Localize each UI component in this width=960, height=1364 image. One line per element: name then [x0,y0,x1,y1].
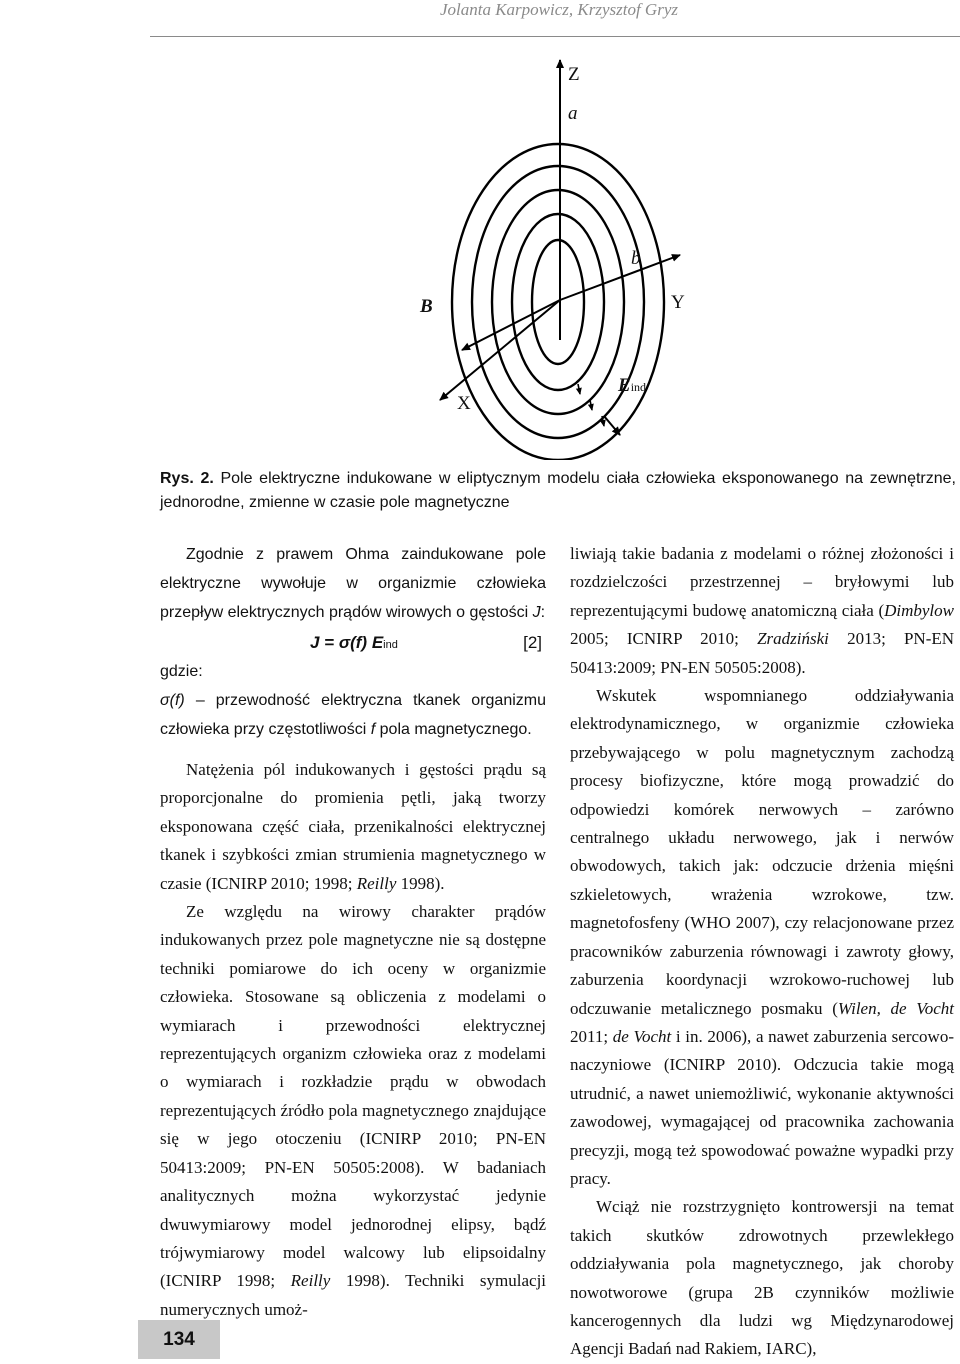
left-p2-cite: Reilly [356,873,397,893]
label-e: E [618,375,631,396]
right-p2-text: Wskutek wspomnianego oddziaływania elektrodynamicznego, w organizmie człowieka przebywającego w polu magnetycznym zachodzą procesy biofizyczne, które mogą prowadzić do odpowiedzi komórek nerwowych – zarówno centralnego układu nerwowego, jak i nerwów obwodowych, takich jak: odczucie drżenia mięśni szkieletowych, wrażenia wzrokowe, tzw. magnetofosfeny (WHO 2007), czy relacjonowane przez pracowników zaburzenia równowagi i zawroty głowy, zaburzenia koordynacji wzrokowo-ruchowej lub odczuwanie metalicznego posmaku ( [570,686,954,1018]
header-rule [150,36,960,37]
caption-number: Rys. 2. [160,470,214,487]
figure-ellipse-model [380,50,700,460]
left-p1-var: J [532,604,541,621]
right-p2-cite1: Wilen, de Vocht [837,998,954,1018]
right-p2-end: i in. 2006), a nawet zaburzenia sercowo-naczyniowe (ICNIRP 2010). Odczucia takie mogą utrudnić, a nawet uniemożliwić, wykonanie aktywności zawodowej, wymagającej od pracownika zachowania precyzji, mogą też spowodować poważne wypadki przy pracy. [570,1026,954,1188]
formula-2 [160,627,546,657]
definition-sigma [160,686,546,744]
label-a: a [568,103,578,124]
left-p3-text: Ze względu na wirowy charakter prądów indukowanych przez pole magnetyczne nie są dostępne techniki pomiarowe do ich oceny w organizmie człowieka. Stosowane są obliczenia z modelami o wymiarach i przewodności elektrycznej reprezentujących organizm człowieka oraz z modelami o wymiarach i rozkładzie prądu w obwodach reprezentujących źródło pola magnetycznego znajdujące się w jego otoczeniu (ICNIRP 2010; PN-EN 50413:2009; PN-EN 50505:2008). W badaniach analitycznych można wykorzystać jedynie dwuwymiarowy model jednorodnej elipsy, bądź trójwymiarowy model walcowy lub elipsoidalny (ICNIRP 1998; [160,902,546,1291]
formula-ref: [2] [523,633,542,652]
header-authors: Jolanta Karpowicz, Krzysztof Gryz [439,0,678,19]
caption-text: Pole elektryczne indukowane w eliptycznym modelu ciała człowieka eksponowanego na zewnętrzne, jednorodne, zmienne w czasie pole magnetyczne [160,470,956,511]
label-b: b [631,248,641,269]
right-paragraph-2 [570,682,954,1193]
left-p2-end: 1998). [400,873,445,893]
formula-expression [310,629,398,659]
right-p1-text: liwiają takie badania z modelami o różnej złożoności i rozdzielczości przestrzennej – bryłowymi lub reprezentującymi budowę anatomiczną ciała ( [570,544,954,620]
figure-caption [160,467,956,515]
label-B: B [420,296,433,317]
left-paragraph-2 [160,756,546,898]
label-z: Z [568,64,580,85]
label-e-ind [618,375,646,397]
left-p3-cite: Reilly [290,1271,331,1291]
left-paragraph-1 [160,540,546,627]
figure-svg [380,50,700,460]
right-p1-end: 2013; PN-EN 50413:2009; PN-EN 50505:2008). [570,629,955,677]
label-x: X [457,393,471,414]
left-p1-text: Zgodnie z prawem Ohma zaindukowane pole elektryczne wywołuje w organizmie człowieka przepływ elektrycznych prądów wirowych o gęstości [160,546,546,621]
right-p2-cite2: de Vocht [612,1026,672,1046]
gdzie-label: gdzie: [160,663,203,680]
def-symbol: σ(f) [160,692,185,709]
page-number: 134 [138,1320,220,1359]
left-column [160,540,546,1324]
left-p3-end: 1998). Techniki symulacji numerycznych umoż- [160,1271,547,1319]
def-end: pola magnetycznego. [379,721,532,738]
formula-sub: ind [383,639,398,651]
label-y: Y [671,292,685,313]
right-p1-cite2: Zradziński [757,629,829,649]
left-paragraph-3 [160,898,546,1324]
right-paragraph-1 [570,540,954,682]
def-text: – przewodność elektryczna tkanek organizmu człowieka przy częstotliwości [160,692,546,738]
running-header [0,0,678,24]
def-var: f [370,721,376,738]
ellipse-arrow-2 [590,400,592,410]
right-p1-cite1: Dimbylow [884,600,954,620]
right-p2-mid: 2011; [570,1026,609,1046]
right-p1-mid: 2005; ICNIRP 2010; [570,629,739,649]
right-column [570,540,954,1364]
left-p1-end: : [540,604,546,621]
e-ind-line [604,416,620,435]
right-paragraph-3: Wciąż nie rozstrzygnięto kontrowersji na temat takich skutków zdrowotnych przewlekłego oddziaływania pola magnetycznego, jak choroby nowotworowe (grupa 2B czynników możliwie kancerogennych dla ludzi wg Międzynarodowej Agencji Badań nad Rakiem, IARC), [570,1197,954,1359]
left-p2-text: Natężenia pól indukowanych i gęstości prądu są proporcjonalne do promienia pętli, jaką tworzy eksponowana część ciała, przenikalności elektrycznej tkanek i szybkości zmian strumienia magnetycznego w czasie (ICNIRP 2010; 1998; [160,760,546,893]
label-e-sub: ind [630,380,647,394]
ellipse-arrow-1 [578,384,580,394]
formula-lhs: J = σ(f) E [310,633,384,652]
